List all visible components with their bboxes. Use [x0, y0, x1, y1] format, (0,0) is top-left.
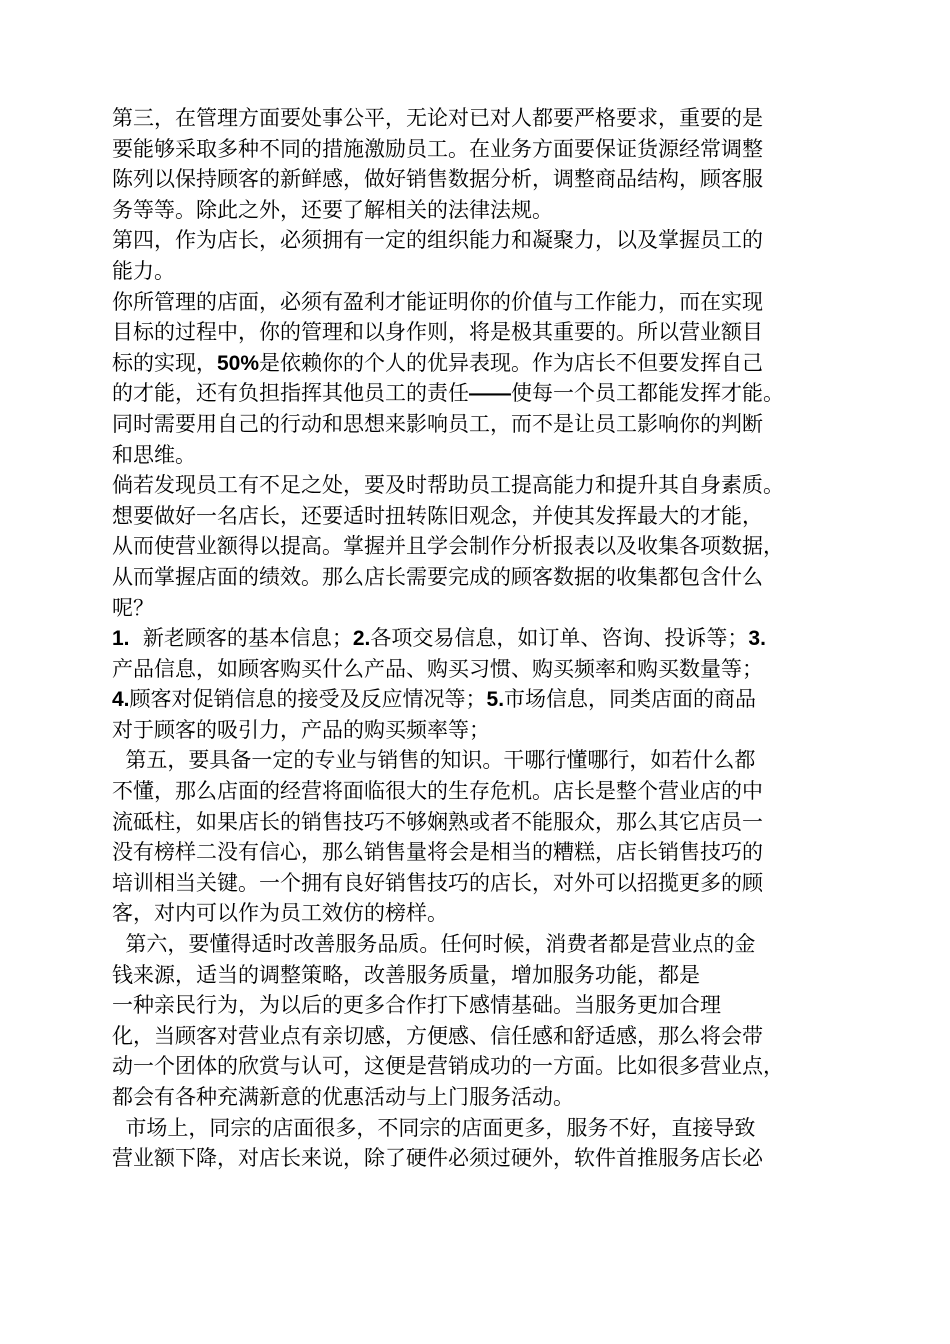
text-segment: 客，对内可以作为员工效仿的榜样。	[112, 901, 448, 926]
text-segment: 能力。	[112, 258, 175, 283]
text-segment: 的才能，还有负担指挥其他员工的责任	[112, 381, 469, 406]
text-line	[112, 654, 862, 685]
text-line	[112, 745, 862, 776]
text-line	[112, 1051, 862, 1082]
text-segment: 动一个团体的欣赏与认可，这便是营销成功的一方面。比如很多营业点，	[112, 1054, 784, 1079]
bold-text-segment: 1.	[112, 627, 130, 651]
text-segment: 倘若发现员工有不足之处，要及时帮助员工提高能力和提升其自身素质。	[112, 473, 784, 498]
text-line	[112, 317, 862, 348]
text-segment: 新老顾客的基本信息；	[129, 626, 353, 651]
text-segment: 第六，要懂得适时改善服务品质。任何时候，消费者都是营业点的金	[112, 932, 756, 957]
text-segment: 要能够采取多种不同的措施激励员工。在业务方面要保证货源经常调整	[112, 136, 763, 161]
text-line	[112, 1143, 862, 1174]
text-segment: 市场信息，同类店面的商品	[504, 687, 757, 712]
text-segment: 流砥柱，如果店长的销售技巧不够娴熟或者不能服众，那么其它店员一	[112, 809, 763, 834]
bold-text-segment: 2.	[352, 627, 371, 651]
text-segment: 都会有各种充满新意的优惠活动与上门服务活动。	[112, 1085, 574, 1109]
text-segment: 同时需要用自己的行动和思想来影响员工，而不是让员工影响你的判断	[112, 411, 763, 436]
text-segment: 第三，在管理方面要处事公平，无论对已对人都要严格要求，重要的是	[112, 106, 763, 130]
text-segment: 标的实现，	[112, 350, 217, 375]
text-segment: 想要做好一名店长，还要适时扭转陈旧观念，并使其发挥最大的才能，	[112, 503, 763, 528]
text-line	[112, 1082, 862, 1113]
text-line	[112, 225, 862, 256]
text-segment: 第四，作为店长，必须拥有一定的组织能力和凝聚力，以及掌握员工的	[112, 228, 763, 253]
text-line	[112, 470, 862, 501]
text-line	[112, 1113, 862, 1144]
bold-text-segment: 50%	[217, 351, 260, 375]
bold-text-segment: ——	[469, 382, 511, 406]
text-segment: 使每一个员工都能发挥才能。	[511, 381, 784, 406]
text-line	[112, 593, 862, 624]
text-line	[112, 256, 862, 287]
text-segment: 产品信息，如顾客购买什么产品、购买习惯、购买频率和购买数量等；	[112, 656, 763, 681]
text-line	[112, 837, 862, 868]
text-segment: 你所管理的店面，必须有盈利才能证明你的价值与工作能力，而在实现	[112, 289, 763, 314]
text-segment: 和思维。	[112, 442, 196, 467]
text-line	[112, 134, 862, 165]
text-segment: 从而使营业额得以提高。掌握并且学会制作分析报表以及收集各项数据，	[112, 534, 784, 559]
text-line	[112, 195, 862, 226]
text-segment: 营业额下降，对店长来说，除了硬件必须过硬外，软件首推服务店长必	[112, 1146, 763, 1171]
text-line	[112, 868, 862, 899]
text-segment: 第五，要具备一定的专业与销售的知识。干哪行懂哪行，如若什么都	[112, 748, 756, 773]
bold-text-segment: 5.	[486, 688, 505, 712]
text-line	[112, 929, 862, 960]
text-line	[112, 715, 862, 746]
text-segment: 没有榜样二没有信心，那么销售量将会是相当的糟糕，店长销售技巧的	[112, 840, 763, 865]
text-line	[112, 531, 862, 562]
text-segment: 务等等。除此之外，还要了解相关的法律法规。	[112, 197, 553, 222]
text-segment: 陈列以保持顾客的新鲜感，做好销售数据分析，调整商品结构，顾客服	[112, 167, 763, 192]
text-line	[112, 164, 862, 195]
text-segment: 对于顾客的吸引力，产品的购买频率等；	[112, 717, 490, 742]
text-line	[112, 684, 862, 715]
text-line	[112, 623, 862, 654]
text-segment: 培训相当关键。一个拥有良好销售技巧的店长，对外可以招揽更多的顾	[112, 870, 763, 895]
text-segment: 呢？	[112, 595, 154, 620]
text-line	[112, 990, 862, 1021]
text-segment: 目标的过程中，你的管理和以身作则，将是极其重要的。所以营业额目	[112, 320, 763, 345]
text-line	[112, 501, 862, 532]
text-line	[112, 287, 862, 318]
text-segment: 一种亲民行为，为以后的更多合作打下感情基础。当服务更加合理	[112, 993, 721, 1018]
text-segment: 顾客对促销信息的接受及反应情况等；	[129, 687, 487, 712]
text-segment: 化，当顾客对营业点有亲切感，方便感、信任感和舒适感，那么将会带	[112, 1023, 763, 1048]
text-line	[112, 776, 862, 807]
text-line	[112, 807, 862, 838]
text-line	[112, 103, 862, 134]
text-segment: 钱来源，适当的调整策略，改善服务质量，增加服务功能，都是	[112, 962, 700, 987]
text-line	[112, 378, 862, 409]
bold-text-segment: 4.	[112, 688, 130, 712]
text-segment: 不懂，那么店面的经营将面临很大的生存危机。店长是整个营业店的中	[112, 779, 763, 804]
text-segment: 市场上，同宗的店面很多，不同宗的店面更多，服务不好，直接导致	[112, 1115, 756, 1140]
text-line	[112, 440, 862, 471]
document-body	[112, 103, 862, 1174]
bold-text-segment: 3.	[748, 627, 766, 651]
text-line	[112, 409, 862, 440]
text-line	[112, 1021, 862, 1052]
text-segment: 是依赖你的个人的优异表现。作为店长不但要发挥自己	[259, 350, 764, 375]
text-segment: 各项交易信息，如订单、咨询、投诉等；	[370, 626, 749, 651]
text-line	[112, 960, 862, 991]
text-line	[112, 562, 862, 593]
text-line	[112, 348, 862, 379]
text-segment: 从而掌握店面的绩效。那么店长需要完成的顾客数据的收集都包含什么	[112, 564, 763, 589]
text-line	[112, 898, 862, 929]
